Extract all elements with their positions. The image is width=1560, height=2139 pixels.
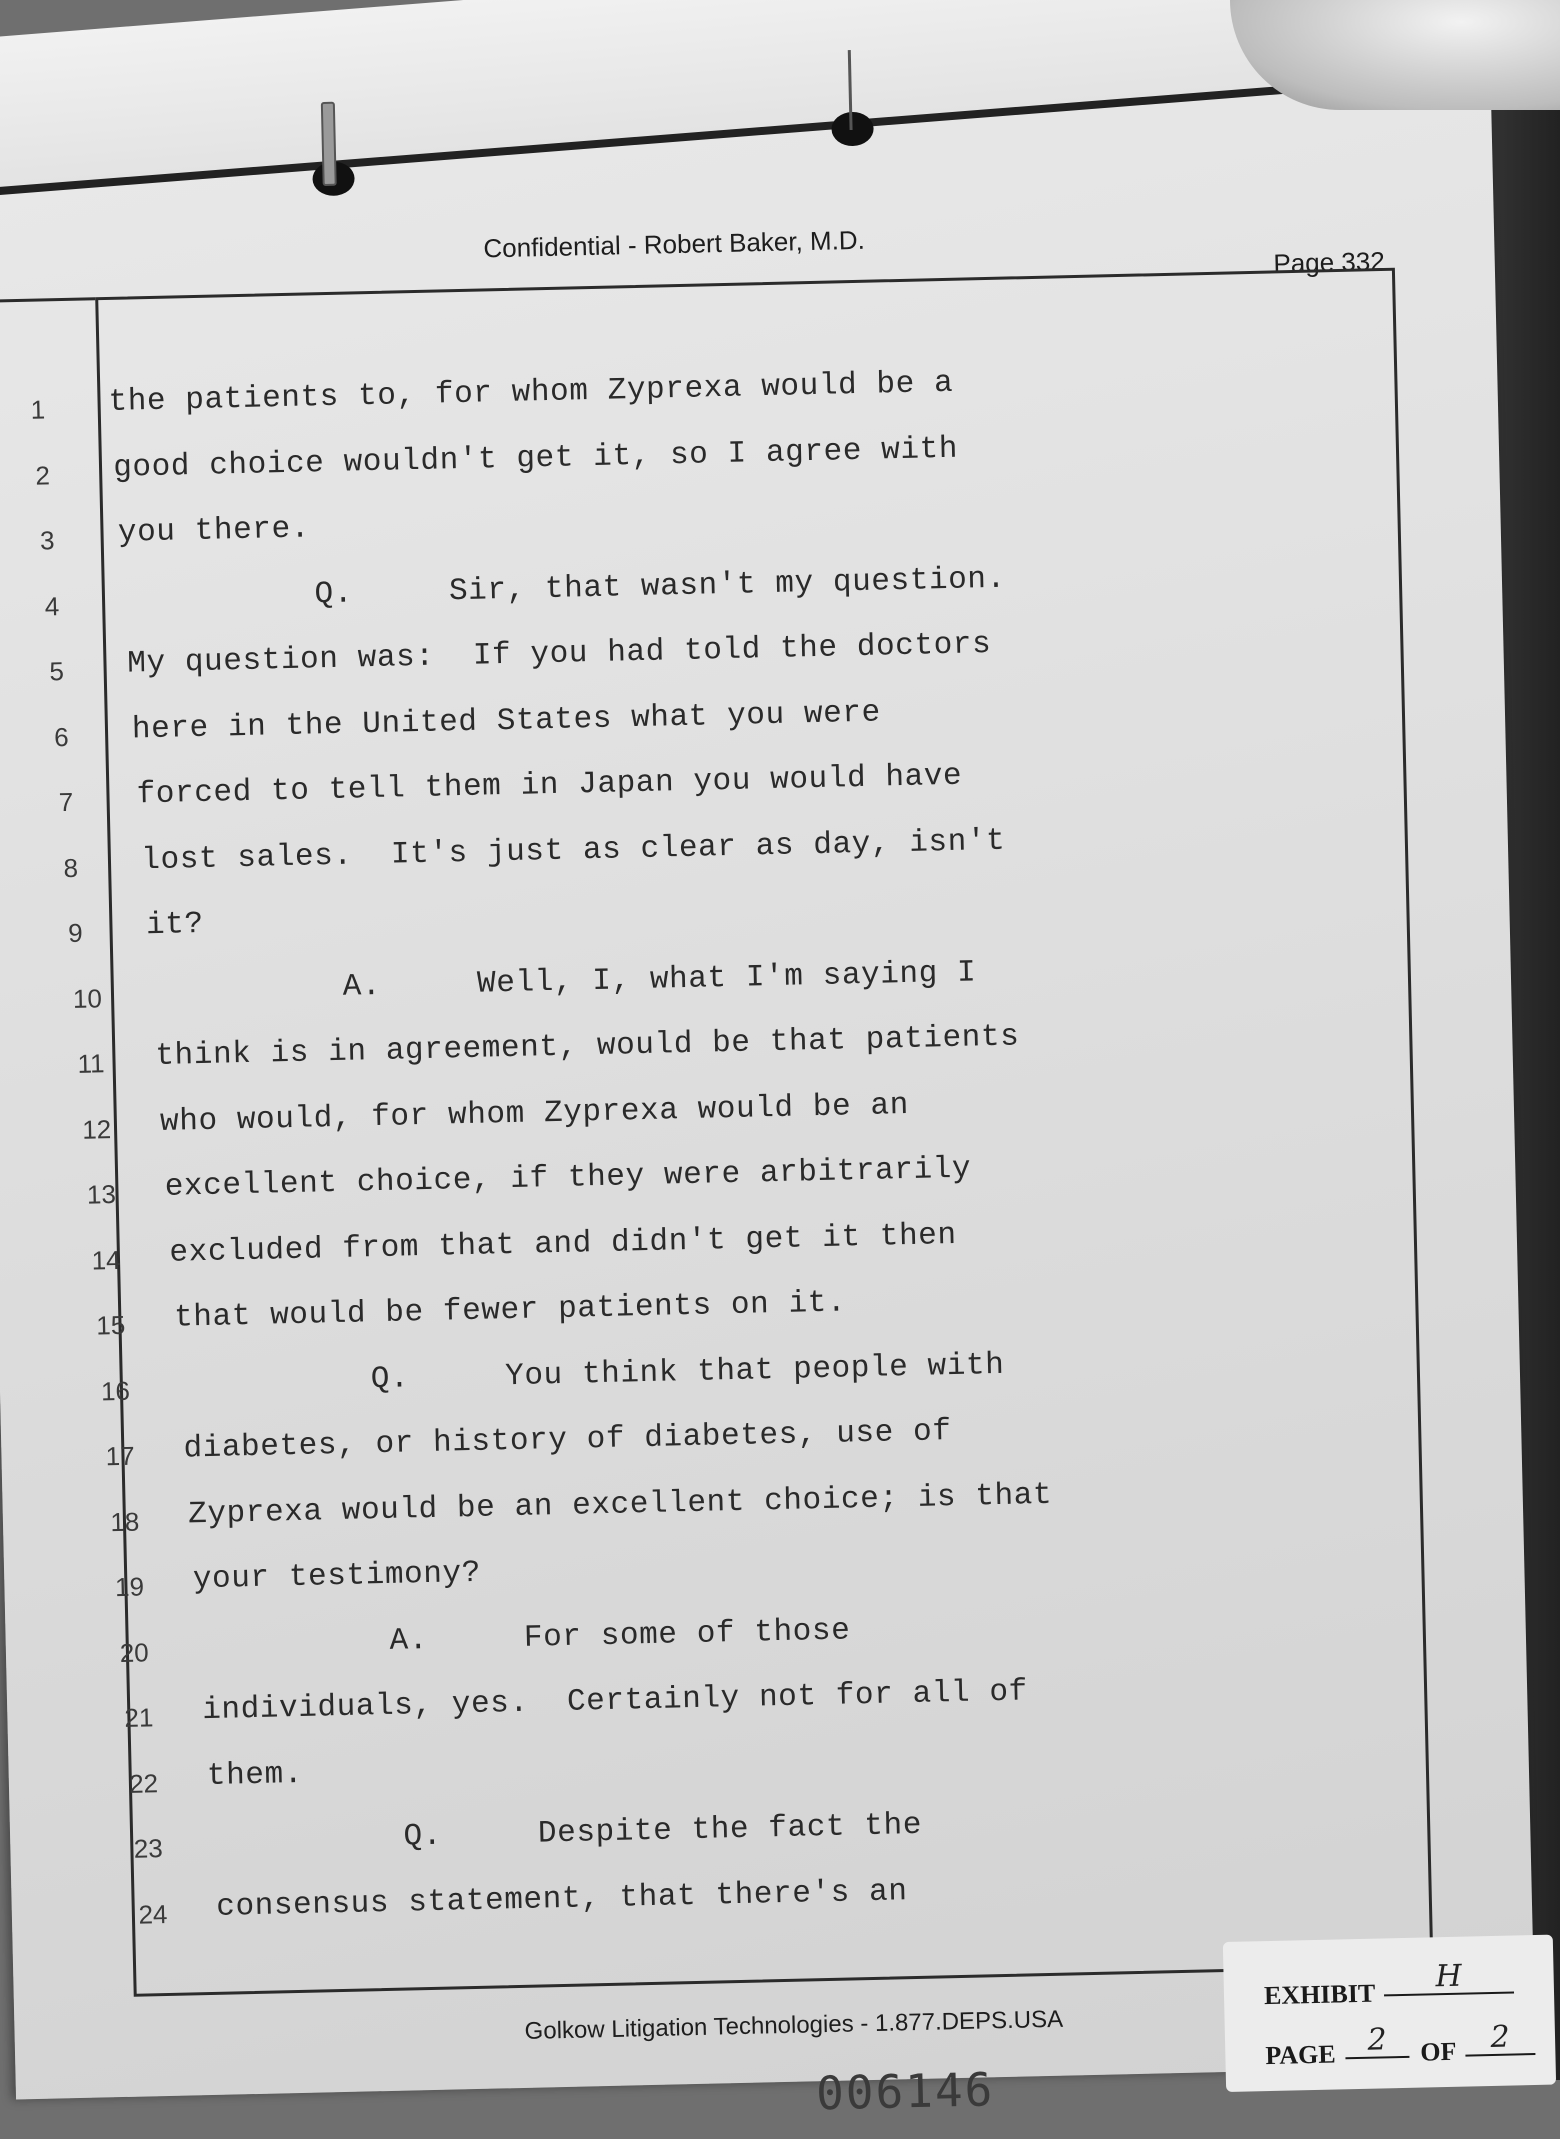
footer-text: Golkow Litigation Technologies - 1.877.DEPS.USA [524, 2005, 1064, 2045]
line-text: diabetes, or history of diabetes, use of [183, 1414, 952, 1467]
line-text: individuals, yes. Certainly not for all of [201, 1674, 1029, 1729]
line-number: 16 [100, 1375, 131, 1406]
line-text: consensus statement, that there's an [215, 1873, 908, 1925]
line-number: 14 [91, 1244, 121, 1276]
transcript-content [11, 96, 1510, 2121]
line-text: think is in agreement, would be that patients [155, 1019, 1020, 1075]
page-number: Page 332 [1273, 245, 1386, 279]
line-text: Q. You think that people with [178, 1347, 1005, 1402]
line-number: 21 [124, 1702, 154, 1733]
line-number: 2 [35, 459, 51, 491]
line-text: you there. [117, 511, 311, 551]
line-text: your testimony? [192, 1555, 482, 1598]
line-number: 5 [49, 656, 65, 687]
line-text: them. [206, 1756, 304, 1794]
exhibit-page-value: 2 [1345, 2022, 1410, 2059]
line-text: good choice wouldn't get it, so I agree with [112, 431, 959, 486]
line-text: forced to tell them in Japan you would have [136, 758, 963, 813]
exhibit-value: H [1383, 1957, 1514, 1996]
line-text: here in the United States what you were [131, 695, 882, 747]
line-number: 6 [53, 721, 69, 752]
line-number: 4 [44, 590, 60, 621]
line-text: Zyprexa would be an excellent choice; is that [187, 1477, 1053, 1532]
line-text: it? [145, 906, 205, 944]
line-number: 20 [119, 1636, 150, 1668]
line-number: 19 [114, 1571, 145, 1603]
line-text: that would be fewer patients on it. [173, 1285, 847, 1336]
line-number: 11 [77, 1048, 105, 1079]
header-rule [0, 297, 95, 304]
exhibit-of-value: 2 [1465, 2019, 1536, 2057]
line-number: 1 [30, 394, 46, 425]
line-number: 13 [86, 1178, 117, 1210]
line-text: Q. Despite the fact the [211, 1807, 923, 1859]
transcript-lines [30, 271, 1392, 1930]
line-text: A. For some of those [197, 1612, 851, 1663]
bates-number: 006146 [815, 2062, 995, 2121]
line-number: 10 [72, 982, 103, 1014]
document-page [0, 36, 1536, 2121]
line-number: 23 [133, 1833, 164, 1864]
line-text: excluded from that and didn't get it then [169, 1217, 958, 1271]
page-header-title: Confidential - Robert Baker, M.D. [483, 224, 866, 264]
line-text: who would, for whom Zyprexa would be an [159, 1087, 910, 1140]
transcript-frame [30, 268, 1433, 1997]
line-text: lost sales. It's just as clear as day, isn't [140, 823, 1006, 878]
line-text: Q. Sir, that wasn't my question. [122, 561, 1007, 617]
line-text: excellent choice, if they were arbitrarily [164, 1151, 972, 1205]
line-number: 9 [67, 917, 84, 948]
line-number: 8 [63, 852, 79, 883]
line-text: A. Well, I, what I'm saying I [150, 954, 977, 1009]
line-number: 15 [95, 1309, 126, 1341]
exhibit-of-label: OF [1420, 2036, 1457, 2067]
line-number: 12 [81, 1113, 112, 1145]
line-number: 7 [58, 786, 74, 818]
line-number: 18 [110, 1506, 140, 1537]
exhibit-page-label: PAGE [1265, 2039, 1336, 2071]
exhibit-stamp [1223, 1935, 1556, 2092]
line-number: 22 [128, 1767, 159, 1799]
line-text: My question was: If you had told the doctors [126, 626, 992, 682]
exhibit-label: EXHIBIT [1263, 1978, 1376, 2011]
line-number: 17 [105, 1440, 135, 1472]
line-number: 3 [39, 525, 55, 556]
line-number: 24 [138, 1898, 168, 1930]
line-text: the patients to, for whom Zyprexa would be a [108, 365, 954, 420]
